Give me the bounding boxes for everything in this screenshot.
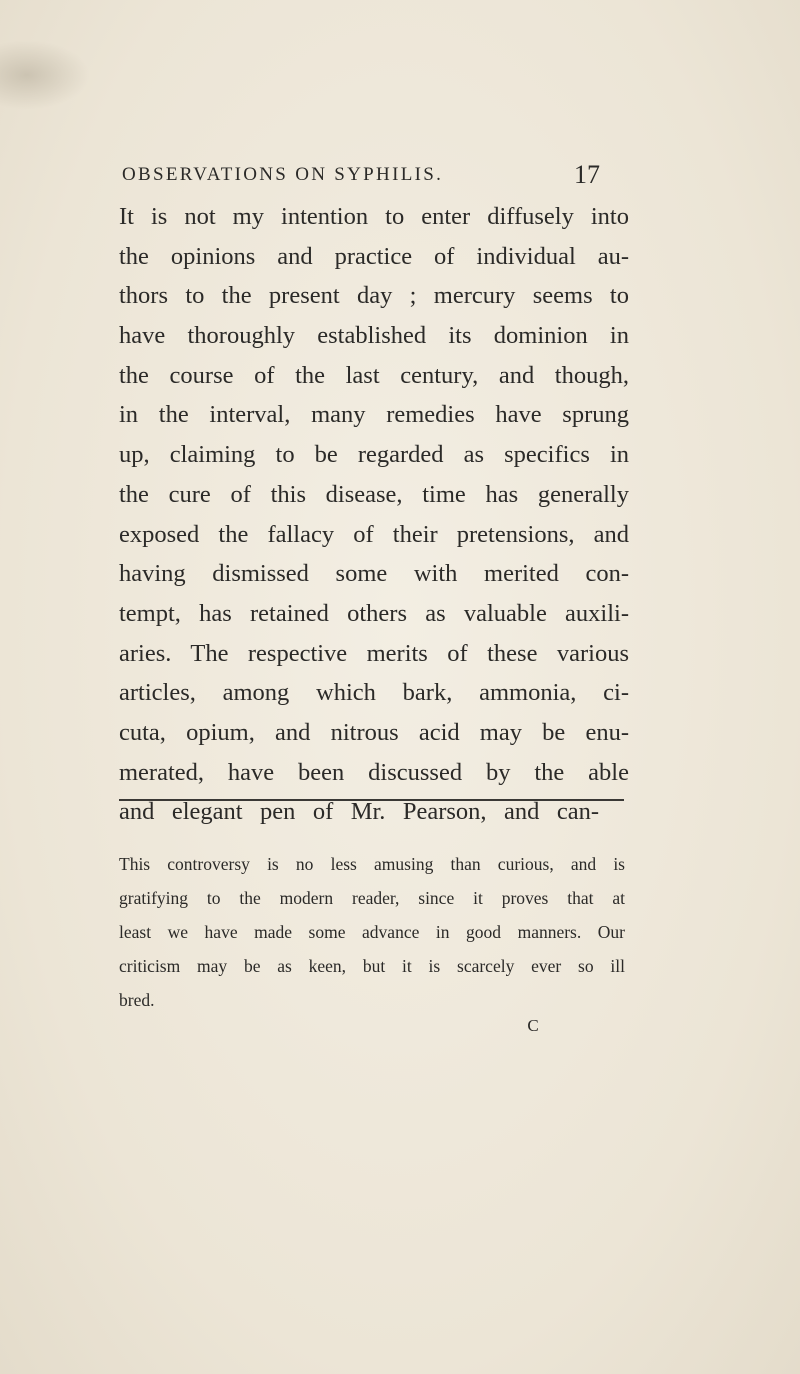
body-line: the course of the last century, and though, [119, 361, 629, 389]
body-line: up, claiming to be regarded as specifics in [119, 441, 629, 469]
running-header [122, 160, 600, 194]
footnote-line: least we have made some advance in good manners. Our [119, 922, 625, 942]
running-title: OBSERVATIONS ON SYPHILIS. [122, 164, 444, 185]
body-line: and elegant pen of Mr. Pearson, and can- [119, 798, 599, 826]
footnote-divider [119, 799, 624, 801]
body-line: aries. The respective merits of these various [119, 639, 629, 667]
body-line: cuta, opium, and nitrous acid may be enu- [119, 718, 629, 746]
footnote-line: gratifying to the modern reader, since it proves that at [119, 888, 625, 908]
body-line: having dismissed some with merited con- [119, 560, 629, 588]
body-line: the opinions and practice of individual au- [119, 242, 629, 270]
footnote-line: criticism may be as keen, but it is scarcely ever so ill [119, 956, 625, 976]
body-line: thors to the present day ; mercury seems to [119, 282, 629, 310]
page-stain [0, 40, 90, 110]
footnote [119, 847, 625, 1017]
body-line: articles, among which bark, ammonia, ci- [119, 679, 629, 707]
body-line: the cure of this disease, time has generally [119, 480, 629, 508]
footnote-line: This controversy is no less amusing than curious, and is [119, 854, 625, 874]
body-line: exposed the fallacy of their pretensions, and [119, 520, 629, 548]
body-line: merated, have been discussed by the able [119, 758, 629, 786]
body-line: It is not my intention to enter diffusely into [119, 203, 629, 230]
signature-mark: C [527, 1016, 539, 1035]
body-line: in the interval, many remedies have sprung [119, 401, 629, 429]
body-line: tempt, has retained others as valuable auxili- [119, 599, 629, 627]
page-number: 17 [574, 160, 600, 189]
footnote-line: bred. [119, 990, 155, 1010]
body-line: have thoroughly established its dominion in [119, 322, 629, 350]
body-paragraph [119, 197, 629, 832]
